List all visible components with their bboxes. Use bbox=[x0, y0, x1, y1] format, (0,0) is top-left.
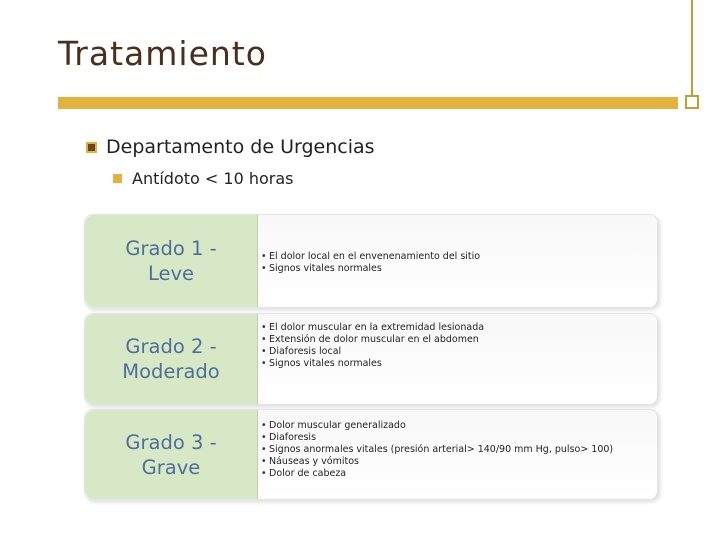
grade-item: • Diaforesis bbox=[261, 432, 657, 444]
grade-row-3 bbox=[84, 409, 658, 500]
grade-items bbox=[258, 215, 657, 307]
grade-item: • Extensión de dolor muscular en el abdomen bbox=[261, 334, 657, 346]
slide-title: Tratamiento bbox=[58, 34, 267, 73]
bullet-level2 bbox=[113, 167, 293, 189]
decorative-square bbox=[685, 95, 699, 109]
grade-items bbox=[258, 314, 657, 404]
square-bullet-icon bbox=[86, 142, 97, 153]
grade-label-box bbox=[85, 314, 258, 404]
bullet-level1-text: Departamento de Urgencias bbox=[106, 136, 375, 158]
grade-label-box bbox=[85, 215, 258, 307]
grade-label-box bbox=[85, 410, 258, 499]
grade-label: Grado 1 - Leve bbox=[125, 237, 217, 285]
decorative-vertical-line bbox=[691, 0, 693, 95]
grade-row-2 bbox=[84, 313, 658, 405]
grade-item: • Dolor muscular generalizado bbox=[261, 420, 657, 432]
grade-item: • Signos anormales vitales (presión arterial> 140/90 mm Hg, pulso> 100) bbox=[261, 444, 657, 456]
grade-item: • El dolor local en el envenenamiento del sitio bbox=[261, 251, 657, 263]
grade-label: Grado 2 - Moderado bbox=[122, 335, 220, 383]
square-bullet-icon bbox=[113, 174, 122, 183]
grade-item: • Signos vitales normales bbox=[261, 358, 657, 370]
grade-item: • Diaforesis local bbox=[261, 346, 657, 358]
grade-items bbox=[258, 410, 657, 499]
grade-item: • Dolor de cabeza bbox=[261, 468, 657, 480]
grade-item: • Signos vitales normales bbox=[261, 263, 657, 275]
grade-item: • El dolor muscular en la extremidad lesionada bbox=[261, 322, 657, 334]
title-rule bbox=[58, 97, 678, 109]
grade-label: Grado 3 - Grave bbox=[125, 430, 217, 479]
bullet-level1 bbox=[86, 135, 375, 159]
grade-row-1 bbox=[84, 214, 658, 308]
bullet-level2-text: Antídoto < 10 horas bbox=[132, 168, 294, 188]
grade-item: • Náuseas y vómitos bbox=[261, 456, 657, 468]
